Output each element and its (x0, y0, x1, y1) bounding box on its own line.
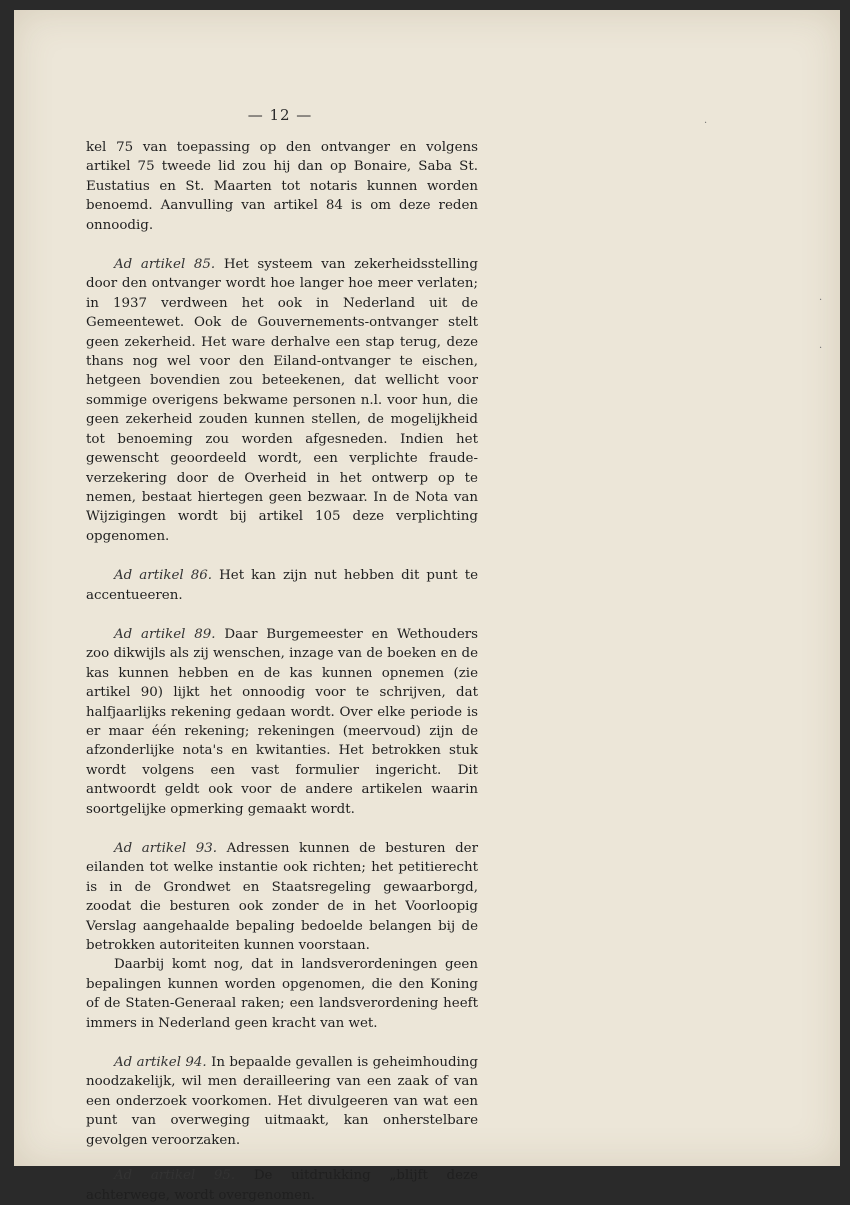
article-label: Ad artikel 85. (114, 257, 216, 273)
article-label: Ad artikel 93. (114, 841, 218, 856)
speck-mark: · (819, 343, 823, 354)
paragraph-artikel-89: Ad artikel 89. Daar Burgemeester en Wethouders zoo dikwijls als zij wenschen, inzage van de boeken en de kas kunnen hebben en de kas kunnen opnemen (zie artikel 90) lijkt het onnoodig voor te schrijven, dat halfjaarlijks rekening gedaan wordt. Over elke periode is er maar één rekening; rekeningen (meervoud) zijn de afzonderlijke nota's en kwitanties. Het betrokken stuk wordt volgens een vast formulier ingericht. Dit antwoordt geldt ook voor de andere artikelen waarin soortgelijke opmerking gemaakt wordt. (86, 626, 479, 817)
paragraph-artikel-95: Ad artikel 95. De uitdrukking „blijft deze achterwege, wordt overgenomen. (86, 1168, 478, 1203)
article-label: Ad artikel 86. (114, 568, 213, 584)
body-text (86, 138, 478, 1205)
paragraph-artikel-85: Ad artikel 85. Het systeem van zekerheidsstelling door den ontvanger wordt hoe langer hoe meer verlaten; in 1937 verdween het ook in Nederland uit de Gemeentewet. Ook de Gouvernements-ontvanger stelt geen zekerheid. Het ware derhalve een stap terug, deze thans nog wel voor den Eiland-ontvanger te eischen, hetgeen bovendien zou beteekenen, dat wellicht voor sommige overigens bekwame personen n.l. voor hun, die geen zekerheid zouden kunnen stellen, de mogelijkheid tot benoeming zou worden afgesneden. Indien het gewenscht geoordeeld wordt, een verplichte fraude-verzekering door de Overheid in het ontwerp op te nemen, bestaat hiertegen geen bezwaar. In de Nota van Wijzigingen wordt bij artikel 105 deze verplichting opgenomen. (86, 257, 479, 544)
article-label: Ad artikel 94. (114, 1055, 207, 1071)
paragraph-artikel-93-continued: Daarbij komt nog, dat in landsverordeningen geen bepalingen kunnen worden opgenomen, die den Koning of de Staten-Generaal raken; een landsverordening heeft immers in Nederland geen kracht van wet. (86, 957, 478, 1031)
paragraph-continuation: kel 75 van toepassing op den ontvanger en volgens artikel 75 tweede lid zou hij dan op Bonaire, Saba St. Eustatius en St. Maarten tot notaris kunnen worden benoemd. Aanvulling van artikel 84 is om deze reden onnoodig. (86, 140, 478, 233)
document-page (14, 10, 840, 1203)
page-number: — 12 — (247, 106, 313, 124)
paragraph-artikel-93: Ad artikel 93. Adressen kunnen de besturen der eilanden tot welke instantie ook richten; het petitierecht is in de Grondwet en Staatsregeling gewaarborgd, zoodat die besturen ook zonder de in het Voorloopig Verslag aangehaalde bepaling bedoelde belangen bij de betrokken autoriteiten kunnen voorstaan. (86, 841, 479, 954)
speck-mark: · (704, 118, 708, 129)
article-label: Ad artikel 89. (114, 626, 216, 642)
speck-mark: · (819, 295, 823, 306)
paragraph-artikel-94: Ad artikel 94. In bepaalde gevallen is geheimhouding noodzakelijk, wil men derailleering van een zaak of van een onderzoek voorkomen. Het divulgeeren van wat een punt van overweging uitmaakt, kan onherstelbare gevolgen veroorzaken. (86, 1055, 479, 1148)
article-label: Ad artikel 95. (114, 1168, 236, 1184)
paragraph-artikel-86: Ad artikel 86. Het kan zijn nut hebben dit punt te accentueeren. (86, 568, 479, 603)
